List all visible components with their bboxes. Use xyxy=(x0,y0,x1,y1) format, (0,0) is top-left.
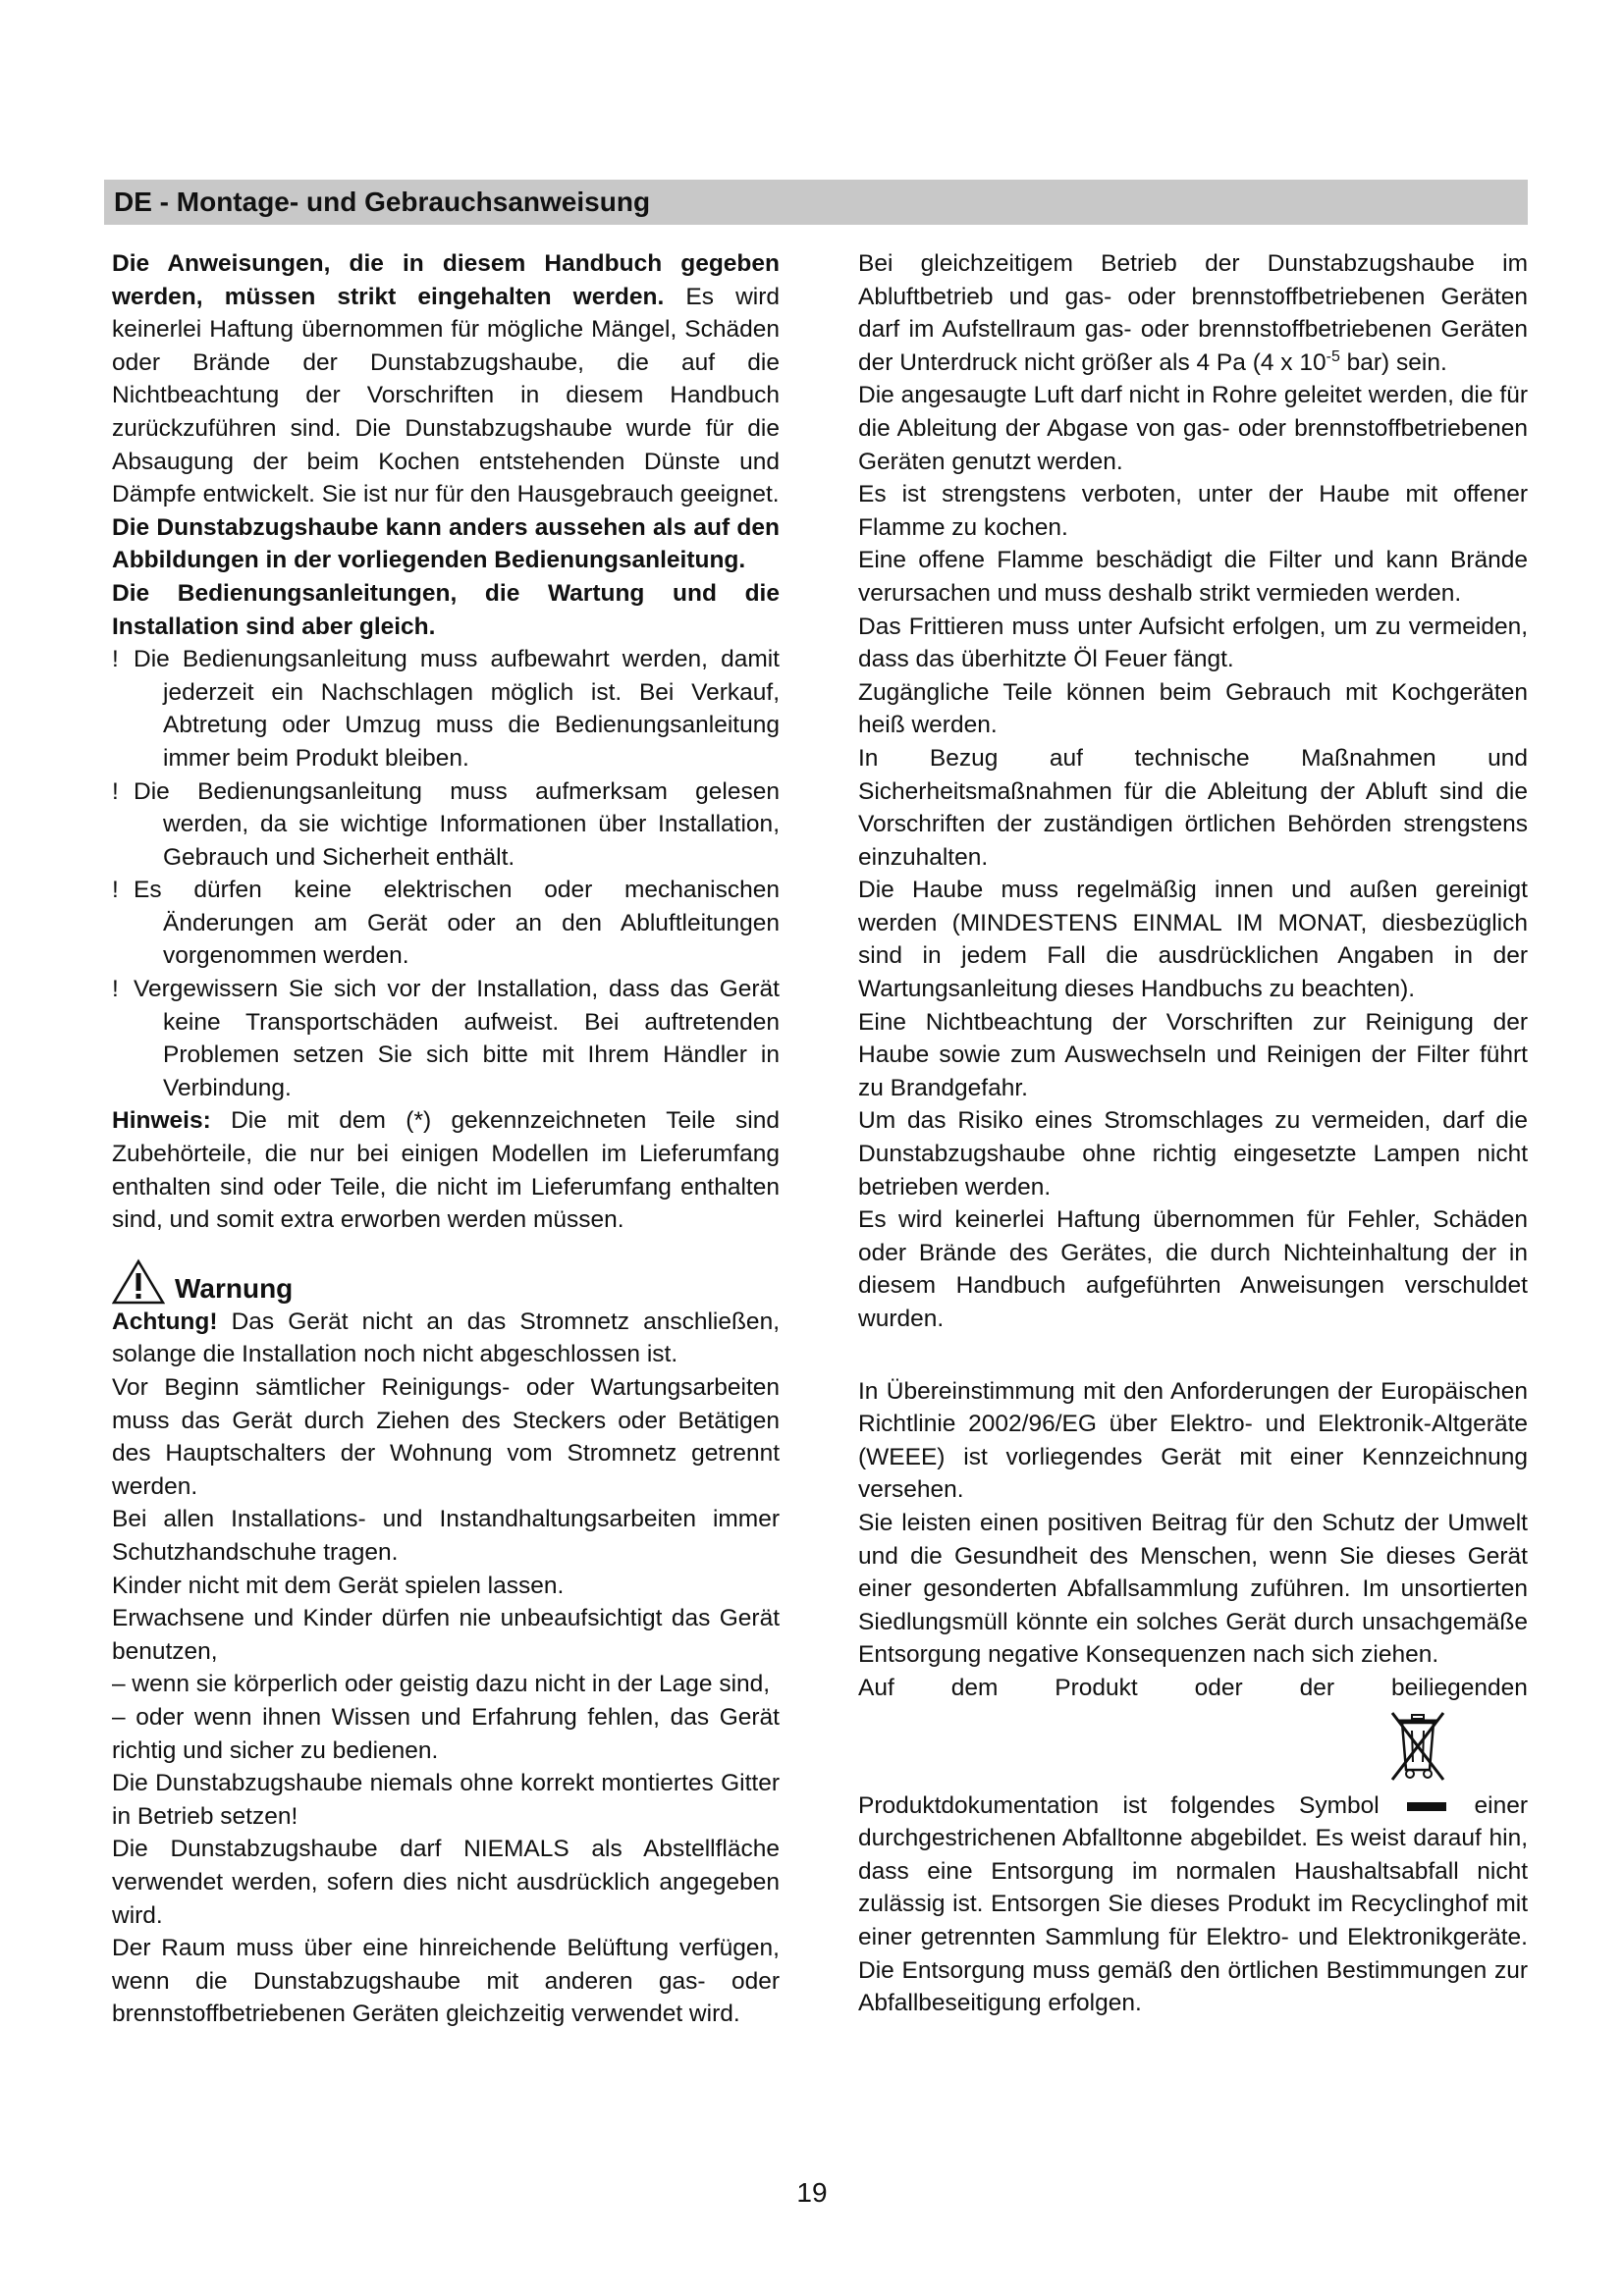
word: beiliegenden xyxy=(1390,1674,1528,1701)
paragraph: Bei allen Installations- und Instandhaltungsarbeiten immer Schutzhandschuhe tragen. xyxy=(112,1506,780,1566)
paragraph: Erwachsene und Kinder dürfen nie unbeaufsichtigt das Gerät benutzen, xyxy=(112,1605,780,1665)
paragraph: Zugängliche Teile können beim Gebrauch mit Kochgeräten heiß werden. xyxy=(858,678,1528,739)
paragraph: Kinder nicht mit dem Gerät spielen lassen. xyxy=(112,1572,565,1599)
word: der xyxy=(1299,1674,1335,1701)
paragraph: Um das Risiko eines Stromschlages zu vermeiden, darf die Dunstabzugshaube ohne richtig eingesetzte Lampen nicht betrieben werden. xyxy=(858,1107,1528,1201)
pressure-exponent: -5 xyxy=(1326,347,1340,365)
hinweis-text: Die mit dem (*) gekennzeichneten Teile sind Zubehörteile, die nur bei einigen Modellen im Lieferumfang enthalten sind oder Teile, die nicht im Lieferumfang enthalten sind, und somit extra erworben werden müssen. xyxy=(112,1107,780,1234)
symbol-paragraph xyxy=(858,1789,1528,2020)
spacer xyxy=(858,1336,1528,1375)
paragraph: Die Dunstabzugshaube niemals ohne korrekt montiertes Gitter in Betrieb setzen! xyxy=(112,1770,780,1830)
paragraph: In Bezug auf technische Maßnahmen und Sicherheitsmaßnahmen für die Ableitung der Abluft sind die Vorschriften der zuständigen örtlichen Behörden strengstens einzuhalten. xyxy=(858,744,1528,871)
paragraph: Die Dunstabzugshaube darf NIEMALS als Abstellfläche verwendet werden, sofern dies nicht ausdrücklich angegeben wird. xyxy=(112,1836,780,1929)
bullet-item xyxy=(112,874,780,973)
symbol-text: Produktdokumentation ist folgendes Symbol xyxy=(858,1791,1380,1819)
pressure-paragraph xyxy=(858,247,1528,379)
achtung-label: Achtung! xyxy=(112,1308,218,1335)
bold-note-appearance: Die Dunstabzugshaube kann anders aussehen als auf den Abbildungen in der vorliegenden Bedienungsanleitung. xyxy=(112,513,780,574)
bold-note-same: Die Bedienungsanleitungen, die Wartung und die Installation sind aber gleich. xyxy=(112,579,780,640)
crossed-bin-icon xyxy=(1386,1709,1449,1784)
symbol-text-rest: einer durchgestrichenen Abfalltonne abgebildet. Es weist darauf hin, dass eine Entsorgung im normalen Haushaltsabfall nicht zulässig ist. Entsorgen Sie dieses Produkt im Recyclinghof mit einer getrennten Sammlung für Elektro- und Elektronikgeräte. Die Entsorgung muss gemäß den örtlichen Bestimmungen zur Abfallbeseitigung erfolgen. xyxy=(858,1791,1528,2017)
bullet-text: Die Bedienungsanleitung muss aufmerksam gelesen werden, da sie wichtige Informationen über Installation, Gebrauch und Sicherheit enthält. xyxy=(134,777,780,871)
paragraph: Der Raum muss über eine hinreichende Belüftung verfügen, wenn die Dunstabzugshaube mit anderen gas- oder brennstoffbetriebenen Geräten gleichzeitig verwendet wird. xyxy=(112,1935,780,2028)
paragraph: Die Haube muss regelmäßig innen und außen gereinigt werden (MINDESTENS EINMAL IM MONAT, diesbezüglich sind in jedem Fall die ausdrücklichen Angaben in der Wartungsanleitung dieses Handbuchs zu beachten). xyxy=(858,877,1528,1003)
warning-title: Warnung xyxy=(175,1272,294,1304)
paragraph: Es wird keinerlei Haftung übernommen für Fehler, Schäden oder Brände des Gerätes, die durch Nichteinhaltung der in diesem Handbuch aufgeführten Anweisungen verschuldet wurden. xyxy=(858,1206,1528,1332)
warning-triangle-icon xyxy=(112,1258,165,1306)
bullet-text: Die Bedienungsanleitung muss aufbewahrt werden, damit jederzeit ein Nachschlagen möglich ist. Bei Verkauf, Abtretung oder Umzug muss die Bedienungsanleitung immer beim Produkt bleiben. xyxy=(134,646,780,772)
bullet-item xyxy=(112,643,780,774)
weee-symbol-row xyxy=(858,1705,1528,1789)
bullet-text: Es dürfen keine elektrischen oder mechanischen Änderungen am Gerät oder an den Abluftleitungen vorgenommen werden. xyxy=(134,877,780,970)
hinweis-label: Hinweis: xyxy=(112,1107,211,1135)
hinweis-paragraph xyxy=(112,1104,780,1236)
word: dem xyxy=(950,1674,999,1701)
word: Produkt xyxy=(1055,1674,1138,1701)
achtung-paragraph xyxy=(112,1306,780,1371)
intro-bold: Die Anweisungen, die in diesem Handbuch gegeben werden, müssen strikt eingehalten werden. xyxy=(112,250,780,310)
pressure-text: Bei gleichzeitigem Betrieb der Dunstabzugshaube im Abluftbetrieb und gas- oder brennstoffbetriebenen Geräten darf im Aufstellraum gas- oder brennstoffbetriebenen Geräten der Unterdruck nicht größer als 4 Pa (4 x 10 xyxy=(858,250,1528,376)
exclamation-mark: ! xyxy=(112,877,119,904)
paragraph: Vor Beginn sämtlicher Reinigungs- oder Wartungsarbeiten muss das Gerät durch Ziehen des Steckers oder Betätigen des Hauptschalters der Wohnung vom Stromnetz getrennt werden. xyxy=(112,1374,780,1500)
paragraph: Das Frittieren muss unter Aufsicht erfolgen, um zu vermeiden, dass das überhitzte Öl Feuer fängt. xyxy=(858,613,1528,673)
left-column xyxy=(112,247,780,2031)
paragraph: Eine Nichtbeachtung der Vorschriften zur Reinigung der Haube sowie zum Auswechseln und Reinigen der Filter führt zu Brandgefahr. xyxy=(858,1008,1528,1101)
weee-paragraph: In Übereinstimmung mit den Anforderungen der Europäischen Richtlinie 2002/96/EG über Elektro- und Elektronik-Altgeräte (WEEE) ist vorliegendes Gerät mit einer Kennzeichnung versehen. xyxy=(858,1377,1528,1504)
achtung-text: Das Gerät nicht an das Stromnetz anschließen, solange die Installation noch nicht abgeschlossen ist. xyxy=(112,1308,780,1368)
auf-line xyxy=(858,1672,1528,1705)
bullet-text: Vergewissern Sie sich vor der Installation, dass das Gerät keine Transportschäden aufweist. Bei auftretenden Problemen setzen Sie sich bitte mit Ihrem Händler in Verbindung. xyxy=(134,976,780,1101)
weee-paragraph: Sie leisten einen positiven Beitrag für den Schutz der Umwelt und die Gesundheit des Menschen, wenn Sie dieses Gerät einer gesonderten Abfallsammlung zuführen. Im unsortierten Siedlungsmüll könnte ein solches Gerät durch unsachgemäße Entsorgung negative Konsequenzen nach sich ziehen. xyxy=(858,1509,1528,1669)
paragraph: Die angesaugte Luft darf nicht in Rohre geleitet werden, die für die Ableitung der Abgase von gas- oder brennstoffbetriebenen Geräten genutzt werden. xyxy=(858,382,1528,475)
page-number: 19 xyxy=(796,2177,828,2208)
intro-paragraph xyxy=(112,247,780,511)
bullet-item xyxy=(112,775,780,875)
intro-text: Es wird keinerlei Haftung übernommen für mögliche Mängel, Schäden oder Brände der Dunstabzugshaube, die auf die Nichtbeachtung der Vorschriften in diesem Handbuch zurückzuführen sind. Die Dunstabzugshaube wurde für die Absaugung der beim Kochen entstehenden Dünste und Dämpfe entwickelt. Sie ist nur für den Hausgebrauch geeignet. xyxy=(112,283,780,508)
exclamation-mark: ! xyxy=(112,646,119,673)
paragraph: – wenn sie körperlich oder geistig dazu nicht in der Lage sind, xyxy=(112,1671,771,1698)
section-header: DE - Montage- und Gebrauchsanweisung xyxy=(104,180,1528,225)
paragraph: Es ist strengstens verboten, unter der Haube mit offener Flamme zu kochen. xyxy=(858,481,1528,541)
bullet-item xyxy=(112,973,780,1104)
warning-heading xyxy=(112,1251,780,1306)
paragraph: – oder wenn ihnen Wissen und Erfahrung fehlen, das Gerät richtig und sicher zu bedienen. xyxy=(112,1703,780,1764)
right-column xyxy=(858,247,1528,2020)
exclamation-mark: ! xyxy=(112,976,119,1003)
exclamation-mark: ! xyxy=(112,777,119,805)
word: Auf xyxy=(858,1674,894,1701)
pressure-unit: bar) sein. xyxy=(1339,348,1447,376)
black-bar-icon xyxy=(1407,1802,1446,1811)
paragraph: Eine offene Flamme beschädigt die Filter und kann Brände verursachen und muss deshalb strikt vermieden werden. xyxy=(858,547,1528,607)
word: oder xyxy=(1194,1674,1243,1701)
